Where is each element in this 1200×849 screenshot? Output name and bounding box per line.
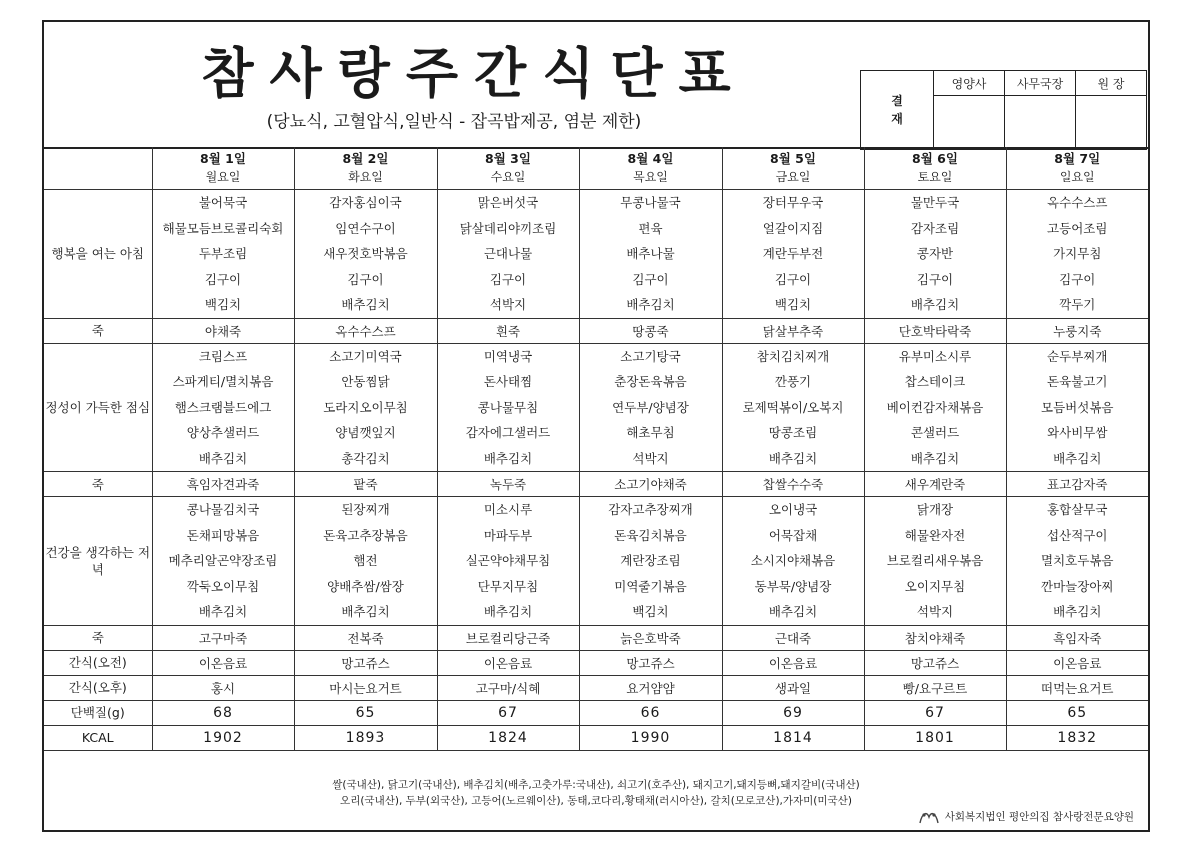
menu-item: 마파두부 bbox=[483, 527, 533, 543]
menu-item: 석박지 bbox=[489, 297, 527, 312]
porridge-cell: 닭살부추죽 bbox=[722, 318, 864, 343]
protein-value: 67 bbox=[864, 700, 1006, 725]
lunch-cell bbox=[437, 343, 579, 472]
menu-item: 배추김치 bbox=[341, 604, 390, 619]
organization-name: 사회복지법인 평안의집 참사랑전문요양원 bbox=[944, 811, 1134, 823]
breakfast-cell bbox=[152, 190, 294, 319]
menu-item: 얼갈이지짐 bbox=[762, 220, 824, 236]
day-date: 8월 3일 bbox=[485, 151, 531, 166]
kcal-value: 1824 bbox=[437, 725, 579, 750]
day-header bbox=[722, 147, 864, 190]
menu-item: 깍두기 bbox=[1059, 297, 1096, 312]
day-weekday: 일요일 bbox=[1059, 170, 1095, 184]
kcal-value: 1832 bbox=[1006, 725, 1148, 750]
menu-item: 계란두부전 bbox=[762, 246, 824, 261]
menu-item: 백김치 bbox=[632, 604, 669, 619]
menu-item: 메추리알곤약장조림 bbox=[168, 553, 278, 568]
porridge-row-1 bbox=[44, 318, 1148, 343]
snack-cell: 홍시 bbox=[152, 675, 294, 700]
menu-item: 양념깻잎지 bbox=[335, 425, 396, 440]
menu-item: 석박지 bbox=[916, 604, 954, 619]
porridge-cell: 늙은호박죽 bbox=[579, 625, 722, 650]
menu-item: 유부미소시루 bbox=[898, 348, 972, 364]
dinner-cell bbox=[294, 497, 437, 626]
protein-value: 69 bbox=[722, 700, 864, 725]
menu-item: 해초무침 bbox=[626, 425, 675, 440]
menu-item: 미역줄기볶음 bbox=[614, 578, 687, 594]
breakfast-cell bbox=[294, 190, 437, 319]
menu-item: 어묵잡채 bbox=[768, 527, 818, 543]
menu-item: 배추나물 bbox=[626, 246, 675, 261]
menu-item: 닭살데리야끼조림 bbox=[459, 220, 557, 236]
day-weekday: 금요일 bbox=[775, 170, 811, 184]
dinner-cell bbox=[579, 497, 722, 626]
menu-item: 계란장조림 bbox=[620, 553, 681, 568]
snack-cell: 이온음료 bbox=[1006, 650, 1148, 675]
menu-item: 와사비무쌈 bbox=[1047, 425, 1108, 440]
snack-cell: 떠먹는요거트 bbox=[1006, 675, 1148, 700]
breakfast-cell bbox=[437, 190, 579, 319]
menu-item: 배추김치 bbox=[1053, 450, 1102, 466]
menu-item: 오이냉국 bbox=[768, 502, 818, 517]
day-date: 8월 1일 bbox=[200, 151, 246, 166]
row-label-dinner: 건강을 생각하는 저녁 bbox=[44, 497, 152, 626]
menu-item: 배추김치 bbox=[626, 297, 675, 312]
menu-item: 양배추쌈/쌈장 bbox=[327, 578, 404, 594]
row-label-porridge: 죽 bbox=[44, 318, 152, 343]
menu-item: 김구이 bbox=[632, 271, 669, 287]
snack-cell: 마시는요거트 bbox=[294, 675, 437, 700]
menu-item: 춘장돈육볶음 bbox=[614, 374, 687, 389]
menu-item: 소고기탕국 bbox=[620, 348, 681, 364]
menu-item: 임연수구이 bbox=[335, 220, 396, 236]
protein-value: 66 bbox=[579, 700, 722, 725]
row-label-porridge: 죽 bbox=[44, 472, 152, 497]
snack-cell: 생과일 bbox=[722, 675, 864, 700]
kcal-value: 1801 bbox=[864, 725, 1006, 750]
breakfast-cell bbox=[864, 190, 1006, 319]
day-date: 8월 6일 bbox=[912, 151, 958, 166]
menu-item: 스파게티/멸치볶음 bbox=[172, 374, 274, 389]
day-weekday: 토요일 bbox=[917, 170, 953, 184]
menu-item: 총각김치 bbox=[341, 450, 390, 466]
menu-item: 김구이 bbox=[204, 271, 242, 287]
porridge-cell: 흑임자죽 bbox=[1006, 625, 1148, 650]
menu-item: 오이지무침 bbox=[904, 578, 966, 594]
menu-item: 백김치 bbox=[204, 297, 242, 312]
row-label-porridge: 죽 bbox=[44, 625, 152, 650]
porridge-cell: 표고감자죽 bbox=[1006, 472, 1148, 497]
menu-item: 해물완자전 bbox=[904, 527, 966, 543]
day-date: 8월 2일 bbox=[342, 151, 389, 166]
porridge-row-2 bbox=[44, 472, 1148, 497]
dinner-row bbox=[44, 497, 1148, 626]
menu-item: 깐풍기 bbox=[774, 374, 812, 389]
dinner-cell bbox=[864, 497, 1006, 626]
porridge-cell: 전복죽 bbox=[294, 625, 437, 650]
menu-item: 안동찜닭 bbox=[341, 374, 390, 389]
lunch-cell bbox=[294, 343, 437, 472]
menu-item: 참치김치찌개 bbox=[756, 348, 830, 364]
porridge-cell: 누룽지죽 bbox=[1006, 318, 1148, 343]
menu-item: 돈육고추장볶음 bbox=[323, 527, 408, 543]
menu-item: 섭산적구이 bbox=[1047, 527, 1108, 543]
menu-item: 로제떡볶이/오복지 bbox=[742, 399, 844, 415]
menu-item: 순두부찌개 bbox=[1047, 348, 1108, 364]
dinner-cell bbox=[152, 497, 294, 626]
day-header bbox=[152, 147, 294, 190]
menu-item: 양상추샐러드 bbox=[186, 425, 260, 440]
menu-item: 백김치 bbox=[774, 297, 812, 312]
menu-item: 김구이 bbox=[347, 271, 384, 287]
menu-item: 돈육김치볶음 bbox=[614, 527, 687, 543]
menu-item: 감자고추장찌개 bbox=[608, 502, 693, 517]
menu-item: 돈사태찜 bbox=[483, 374, 533, 389]
lunch-cell bbox=[722, 343, 864, 472]
menu-item: 소고기미역국 bbox=[329, 348, 402, 364]
breakfast-row bbox=[44, 190, 1148, 319]
menu-sheet bbox=[42, 20, 1150, 832]
menu-item: 콘샐러드 bbox=[910, 425, 960, 440]
menu-item: 고등어조림 bbox=[1047, 220, 1108, 236]
row-label-snack-am: 간식(오전) bbox=[44, 650, 152, 675]
menu-item: 미역냉국 bbox=[483, 348, 533, 364]
menu-item: 맑은버섯국 bbox=[477, 195, 539, 210]
menu-item: 모듬버섯볶음 bbox=[1041, 399, 1114, 415]
menu-item: 배추김치 bbox=[768, 604, 818, 619]
menu-item: 김구이 bbox=[916, 271, 954, 287]
approval-role-manager: 사무국장 bbox=[1005, 71, 1076, 96]
porridge-cell: 근대죽 bbox=[722, 625, 864, 650]
snack-am-row bbox=[44, 650, 1148, 675]
menu-item: 배추김치 bbox=[198, 450, 248, 466]
menu-item: 돈육불고기 bbox=[1047, 374, 1108, 389]
sheet-footer bbox=[44, 747, 1148, 832]
menu-item: 배추김치 bbox=[341, 297, 390, 312]
menu-item: 된장찌개 bbox=[341, 502, 390, 517]
menu-item: 배추김치 bbox=[1053, 604, 1102, 619]
day-weekday: 화요일 bbox=[348, 170, 383, 184]
day-header bbox=[294, 147, 437, 190]
porridge-cell: 땅콩죽 bbox=[579, 318, 722, 343]
menu-item: 연두부/양념장 bbox=[612, 399, 689, 415]
menu-item: 감자조림 bbox=[910, 220, 960, 236]
menu-item: 돈채피망볶음 bbox=[186, 527, 260, 543]
row-label-lunch: 정성이 가득한 점심 bbox=[44, 343, 152, 472]
day-header-row bbox=[44, 147, 1148, 190]
menu-item: 옥수수스프 bbox=[1047, 195, 1108, 210]
kcal-value: 1893 bbox=[294, 725, 437, 750]
row-label-snack-pm: 간식(오후) bbox=[44, 675, 152, 700]
menu-item: 깍둑오이무침 bbox=[186, 578, 260, 594]
menu-item: 배추김치 bbox=[483, 450, 533, 466]
snack-pm-row bbox=[44, 675, 1148, 700]
dinner-cell bbox=[437, 497, 579, 626]
day-header bbox=[864, 147, 1006, 190]
menu-item: 무콩나물국 bbox=[620, 195, 681, 210]
organization-signature bbox=[917, 807, 1134, 827]
sheet-header bbox=[44, 22, 1148, 149]
menu-item: 장터무우국 bbox=[762, 195, 824, 210]
lunch-cell bbox=[152, 343, 294, 472]
menu-item: 석박지 bbox=[632, 450, 669, 466]
porridge-cell: 옥수수스프 bbox=[294, 318, 437, 343]
approval-box bbox=[860, 70, 1147, 150]
lunch-cell bbox=[1006, 343, 1148, 472]
menu-item: 도라지오이무침 bbox=[323, 399, 408, 415]
snack-cell: 이온음료 bbox=[152, 650, 294, 675]
menu-item: 소시지야채볶음 bbox=[750, 553, 836, 568]
snack-cell: 이온음료 bbox=[437, 650, 579, 675]
porridge-cell: 녹두죽 bbox=[437, 472, 579, 497]
menu-item: 멸치호두볶음 bbox=[1041, 553, 1114, 568]
menu-item: 닭개장 bbox=[916, 502, 954, 517]
lunch-cell bbox=[579, 343, 722, 472]
breakfast-cell bbox=[1006, 190, 1148, 319]
porridge-cell: 흑임자견과죽 bbox=[152, 472, 294, 497]
porridge-cell: 찹쌀수수죽 bbox=[722, 472, 864, 497]
menu-item: 깐마늘장아찌 bbox=[1041, 578, 1114, 594]
protein-row bbox=[44, 700, 1148, 725]
approval-role-director: 원 장 bbox=[1076, 71, 1147, 96]
approval-sign-director[interactable] bbox=[1076, 96, 1147, 150]
menu-item: 동부묵/양념장 bbox=[754, 578, 832, 594]
menu-item: 배추김치 bbox=[483, 604, 533, 619]
row-label-breakfast: 행복을 여는 아침 bbox=[44, 190, 152, 319]
menu-item: 배추김치 bbox=[768, 450, 818, 466]
approval-role-dietitian: 영양사 bbox=[934, 71, 1005, 96]
menu-item: 브로컬리새우볶음 bbox=[886, 553, 984, 568]
snack-cell: 망고쥬스 bbox=[294, 650, 437, 675]
porridge-cell: 야채죽 bbox=[152, 318, 294, 343]
page-subtitle: (당뇨식, 고혈압식,일반식 - 잡곡밥제공, 염분 제한) bbox=[266, 112, 642, 132]
lunch-row bbox=[44, 343, 1148, 472]
menu-item: 콩나물김치국 bbox=[186, 502, 260, 517]
day-date: 8월 5일 bbox=[770, 151, 816, 166]
origin-note-line-2: 오리(국내산), 두부(외국산), 고등어(노르웨이산), 동태,코다리,황태채(러시아산), 갈치(모로코산),가자미(미국산) bbox=[340, 795, 852, 807]
menu-item: 배추김치 bbox=[198, 604, 248, 619]
menu-item: 편육 bbox=[638, 220, 663, 236]
snack-cell: 망고쥬스 bbox=[864, 650, 1006, 675]
snack-cell: 요거얌얌 bbox=[579, 675, 722, 700]
protein-value: 65 bbox=[294, 700, 437, 725]
breakfast-cell bbox=[722, 190, 864, 319]
row-label-kcal: KCAL bbox=[44, 725, 152, 750]
dinner-cell bbox=[722, 497, 864, 626]
porridge-cell: 참치야채죽 bbox=[864, 625, 1006, 650]
porridge-cell: 브로컬리당근죽 bbox=[437, 625, 579, 650]
protein-value: 68 bbox=[152, 700, 294, 725]
page-title: 참사랑주간식단표 bbox=[201, 42, 747, 105]
kcal-value: 1902 bbox=[152, 725, 294, 750]
menu-item: 김구이 bbox=[774, 271, 812, 287]
day-header bbox=[1006, 147, 1148, 190]
porridge-cell: 새우계란죽 bbox=[864, 472, 1006, 497]
menu-item: 새우젓호박볶음 bbox=[323, 246, 408, 261]
porridge-cell: 흰죽 bbox=[437, 318, 579, 343]
menu-item: 근대나물 bbox=[483, 246, 533, 261]
day-weekday: 목요일 bbox=[633, 170, 668, 184]
dinner-cell bbox=[1006, 497, 1148, 626]
menu-item: 물만두국 bbox=[910, 195, 960, 210]
menu-item: 콩자반 bbox=[916, 246, 954, 261]
menu-item: 콩나물무침 bbox=[477, 399, 539, 415]
origin-note-line-1: 쌀(국내산), 닭고기(국내산), 배추김치(배추,고춧가루:국내산), 쇠고기(호주산), 돼지고기,돼지등뼈,돼지갈비(국내산) bbox=[332, 779, 860, 791]
day-header bbox=[437, 147, 579, 190]
breakfast-cell bbox=[579, 190, 722, 319]
protein-value: 65 bbox=[1006, 700, 1148, 725]
menu-item: 감자에그샐러드 bbox=[465, 425, 551, 440]
menu-item: 실곤약야채무침 bbox=[465, 553, 551, 568]
menu-item: 해물모듬브로콜리숙회 bbox=[162, 220, 284, 236]
menu-item: 감자홍심이국 bbox=[329, 195, 402, 210]
day-header bbox=[579, 147, 722, 190]
day-weekday: 수요일 bbox=[490, 170, 526, 184]
snack-cell: 고구마/식혜 bbox=[437, 675, 579, 700]
porridge-cell: 팥죽 bbox=[294, 472, 437, 497]
snack-cell: 망고쥬스 bbox=[579, 650, 722, 675]
porridge-cell: 단호박타락죽 bbox=[864, 318, 1006, 343]
approval-label: 결 재 bbox=[861, 71, 934, 150]
porridge-cell: 고구마죽 bbox=[152, 625, 294, 650]
menu-item: 베이컨감자채볶음 bbox=[886, 399, 984, 415]
day-weekday: 월요일 bbox=[205, 170, 241, 184]
menu-item: 크림스프 bbox=[198, 348, 248, 364]
row-label-protein: 단백질(g) bbox=[44, 700, 152, 725]
snack-cell: 빵/요구르트 bbox=[864, 675, 1006, 700]
menu-item: 찹스테이크 bbox=[904, 374, 966, 389]
menu-item: 불어묵국 bbox=[198, 195, 248, 210]
menu-item: 김구이 bbox=[489, 271, 527, 287]
kcal-value: 1990 bbox=[579, 725, 722, 750]
menu-item: 햄전 bbox=[353, 553, 378, 568]
menu-item: 홍합살무국 bbox=[1047, 502, 1108, 517]
menu-item: 단무지무침 bbox=[477, 578, 539, 594]
menu-item: 김구이 bbox=[1059, 271, 1096, 287]
org-logo-icon bbox=[917, 809, 941, 825]
approval-sign-manager[interactable] bbox=[1005, 96, 1076, 150]
menu-item: 배추김치 bbox=[910, 450, 960, 466]
day-date: 8월 4일 bbox=[627, 151, 674, 166]
menu-item: 땅콩조림 bbox=[768, 425, 818, 440]
menu-item: 두부조림 bbox=[198, 246, 248, 261]
porridge-cell: 소고기야채죽 bbox=[579, 472, 722, 497]
approval-sign-dietitian[interactable] bbox=[934, 96, 1005, 150]
porridge-row-3 bbox=[44, 625, 1148, 650]
snack-cell: 이온음료 bbox=[722, 650, 864, 675]
protein-value: 67 bbox=[437, 700, 579, 725]
menu-item: 미소시루 bbox=[483, 502, 533, 517]
menu-item: 햄스크램블드에그 bbox=[174, 399, 272, 415]
menu-item: 가지무침 bbox=[1053, 246, 1102, 261]
lunch-cell bbox=[864, 343, 1006, 472]
day-date: 8월 7일 bbox=[1054, 151, 1101, 166]
menu-item: 배추김치 bbox=[910, 297, 960, 312]
kcal-value: 1814 bbox=[722, 725, 864, 750]
menu-table bbox=[44, 147, 1148, 751]
corner-cell bbox=[44, 147, 152, 190]
